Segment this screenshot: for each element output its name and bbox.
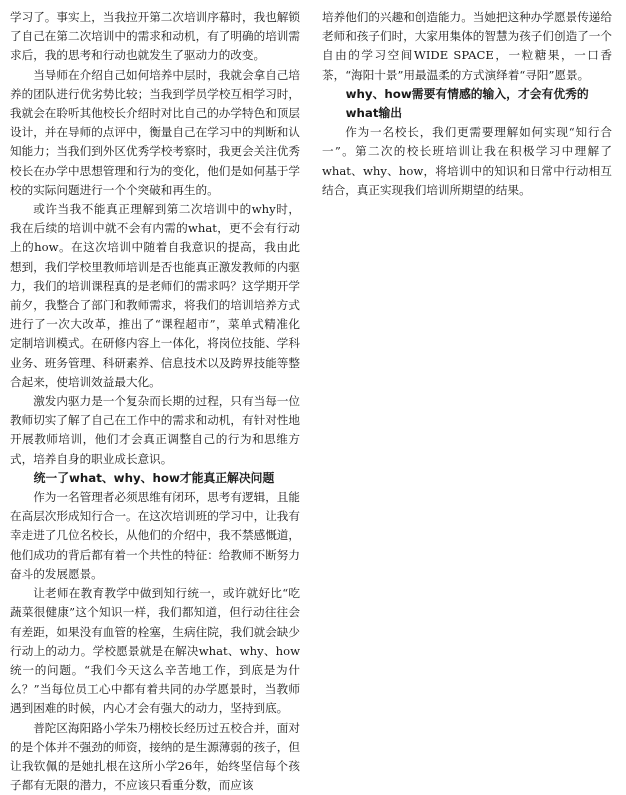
paragraph: 或许当我不能真正理解到第二次培训中的why时，我在后续的培训中就不会有内需的what，更不会有行动上的how。在这次培训中随着自我意识的提高，我由此想到，我们学校里教师培训是否也能真正激发教师的内驱力，我们的培训课程真的是老师们的需求吗？这学期开学前夕，我整合了部门和教师需求，将我们的培训培养方式进行了一次大改革，推出了“课程超市”，菜单式精准化定制培训模式。在研修内容上一体化，将岗位技能、学科业务、班务管理、科研素养、信息技术以及跨界技能等整合起来，使培训效益最大化。: [10, 202, 300, 389]
left-column: [10, 8, 300, 793]
section-heading: why、how需要有情感的输入，才会有优秀的what输出: [345, 86, 589, 121]
paragraph: 培养他们的兴趣和创造能力。当她把这种办学愿景传递给老师和孩子们时，大家用集体的智慧为孩子们创造了一个自由的学习空间WIDE SPACE，一粒糖果，一口香茶，“海阳十景”用最温柔的方式演绎着“寻阳”愿景。: [322, 10, 612, 82]
right-column: [322, 8, 612, 703]
section-heading: 统一了what、why、how才能真正解决问题: [33, 470, 275, 485]
paragraph: 普陀区海阳路小学朱乃栩校长经历过五校合并，面对的是个体并不强劲的师资，接纳的是生源薄弱的孩子，但让我钦佩的是她扎根在这所小学26年，始终坚信每个孩子都有无限的潜力，不应该只看重分数，而应该: [10, 720, 300, 793]
paragraph: 作为一名校长，我们更需要理解如何实现“知行合一”。第二次的校长班培训让我在积极学习中理解了what、why、how，将培训中的知识和日常中行动相互结合，真正实现我们培训所期望的结果。: [322, 125, 612, 197]
document-page: [10, 8, 616, 793]
paragraph: 当导师在介绍自己如何培养中层时，我就会拿自己培养的团队进行优劣势比较；当我到学员学校互相学习时，我就会在聆听其他校长介绍时对比自己的办学特色和顶层设计，并在导师的点评中，衡量自己在学习中的判断和认知能力；当我们到外区优秀学校考察时，我更会关注优秀校长在办学中思想管理和行为的变化，他们是如何基于学校的实际问题进行一个个突破和再生的。: [10, 67, 300, 197]
paragraph: 激发内驱力是一个复杂而长期的过程，只有当每一位教师切实了解了自己在工作中的需求和动机，有针对性地开展教师培训，他们才会真正调整自己的行为和思维方式，培养自身的职业成长意识。: [10, 394, 300, 466]
paragraph: 学习了。事实上，当我拉开第二次培训序幕时，我也解锁了自己在第二次培训中的需求和动机，有了明确的培训需求后，我的思考和行动也就发生了驱动力的改变。: [10, 10, 300, 63]
paragraph: 作为一名管理者必须思维有闭环，思考有逻辑，且能在高层次形成知行合一。在这次培训班的学习中，让我有幸走进了几位名校长，从他们的介绍中，我不禁感慨道，他们成功的背后都有着一个共性的特征：给教师不断努力奋斗的发展愿景。: [10, 490, 300, 581]
paragraph: 让老师在教育教学中做到知行统一，或许就好比“吃蔬菜很健康”这个知识一样，我们都知道，但行动往往会有差距，如果没有血管的栓塞，生病住院，我们就会缺少行动上的动力。学校愿景就是在解决what、why、how统一的问题。“我们今天这么辛苦地工作，到底是为什么？”当每位员工心中都有着共同的办学愿景时，当教师遇到困难的时候，内心才会有强大的动力，坚持到底。: [10, 586, 300, 716]
